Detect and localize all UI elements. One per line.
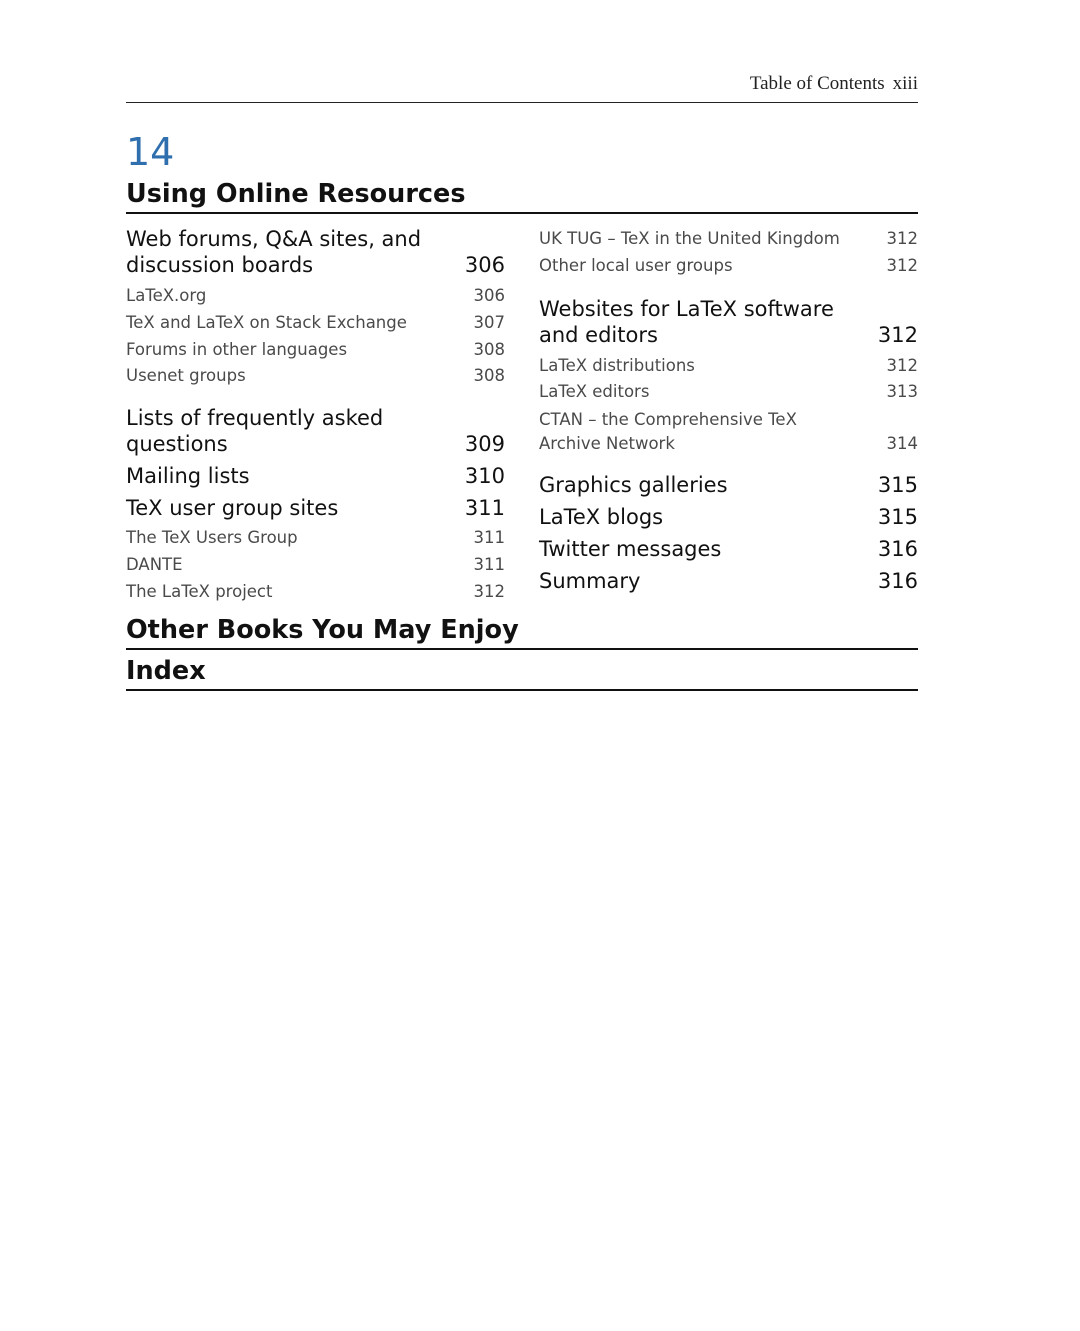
toc-subentry-title: UK TUG – TeX in the United Kingdom — [539, 229, 840, 248]
toc-subentry[interactable] — [539, 353, 918, 380]
page-label: xiii — [892, 73, 918, 94]
toc-entry-other-books[interactable]: Other Books You May Enjoy — [126, 614, 918, 650]
toc-subentry-title: LaTeX distributions — [539, 355, 695, 375]
toc-entry-title: Summary — [539, 569, 641, 594]
toc-entry-page: 315 — [877, 505, 918, 530]
toc-subentry-page: 314 — [886, 434, 918, 454]
toc-entry-title: Mailing lists — [126, 464, 250, 489]
toc-entry-web-forums[interactable] — [126, 226, 505, 278]
toc-subentry-page: 306 — [473, 286, 505, 305]
toc-entry-page: 310 — [464, 464, 505, 489]
toc-entry-twitter-messages[interactable] — [539, 536, 918, 562]
toc-left-column — [126, 226, 505, 606]
toc-subentry[interactable] — [126, 283, 505, 310]
toc-subentry-page: 308 — [473, 339, 505, 359]
toc-subentry-title: The TeX Users Group — [126, 528, 298, 548]
toc-subentry[interactable] — [126, 337, 505, 364]
toc-subentry[interactable] — [126, 310, 505, 337]
toc-subentry-title: DANTE — [126, 554, 183, 574]
chapter-title: Using Online Resources — [126, 178, 918, 214]
toc-subentry-page: 308 — [473, 366, 505, 386]
toc-subentry[interactable] — [126, 525, 505, 552]
toc-subentry-page: 313 — [886, 382, 918, 402]
toc-subentry[interactable] — [539, 253, 918, 280]
toc-subentry-title: Other local user groups — [539, 255, 733, 275]
toc-subentry-title: CTAN – the Comprehensive TeX Archive Network — [539, 410, 797, 454]
toc-entry-tug-sites[interactable] — [126, 495, 505, 521]
toc-entry-graphics-galleries[interactable] — [539, 472, 918, 498]
toc-entry-title: Web forums, Q&A sites, and discussion boards — [126, 227, 422, 277]
toc-right-column — [539, 226, 918, 594]
toc-subentry-page: 312 — [886, 355, 918, 375]
toc-entry-title: Twitter messages — [539, 537, 722, 562]
toc-entry-page: 309 — [464, 432, 505, 457]
toc-entry-summary[interactable] — [539, 568, 918, 594]
toc-entry-index[interactable]: Index — [126, 655, 918, 691]
toc-entry-page: 316 — [877, 569, 918, 594]
toc-subentry-page: 311 — [473, 554, 505, 574]
toc-subentry[interactable] — [539, 226, 918, 253]
toc-entry-title: Lists of frequently asked questions — [126, 406, 384, 457]
toc-subentry-page: 307 — [473, 312, 505, 332]
running-title: Table of Contents — [749, 73, 885, 94]
toc-subentry-page: 312 — [886, 255, 918, 275]
toc-entry-latex-blogs[interactable] — [539, 504, 918, 530]
toc-entry-title: LaTeX blogs — [539, 505, 664, 530]
toc-entry-websites[interactable] — [539, 296, 918, 348]
toc-entry-page: 311 — [464, 496, 505, 521]
toc-entry-page: 312 — [877, 322, 918, 347]
toc-subentry[interactable] — [126, 552, 505, 579]
toc-subentry[interactable] — [126, 363, 505, 390]
toc-subentry-title: TeX and LaTeX on Stack Exchange — [126, 312, 407, 332]
toc-entry-title: TeX user group sites — [126, 496, 339, 521]
toc-subentry-title: LaTeX editors — [539, 382, 650, 402]
toc-subentry-title: The LaTeX project — [126, 581, 273, 601]
toc-subentry[interactable] — [539, 379, 918, 406]
toc-entry-title: Graphics galleries — [539, 473, 728, 498]
toc-subentry[interactable] — [126, 579, 505, 606]
toc-subentry-title: Usenet groups — [126, 366, 246, 386]
toc-entry-title: Websites for LaTeX software and editors — [539, 296, 834, 347]
toc-subentry-ctan[interactable] — [539, 408, 918, 456]
toc-entry-page: 306 — [464, 253, 505, 277]
toc-subentry-title: Forums in other languages — [126, 339, 348, 359]
toc-subentry-title: LaTeX.org — [126, 286, 207, 305]
toc-entry-page: 315 — [877, 473, 918, 498]
toc-entry-mailing-lists[interactable] — [126, 463, 505, 489]
chapter-number: 14 — [126, 130, 175, 174]
toc-entry-faq[interactable] — [126, 405, 505, 457]
toc-subentry-page: 312 — [886, 229, 918, 248]
toc-entry-page: 316 — [877, 537, 918, 562]
toc-subentry-page: 312 — [473, 581, 505, 601]
toc-subentry-page: 311 — [473, 528, 505, 548]
running-header — [126, 72, 918, 103]
